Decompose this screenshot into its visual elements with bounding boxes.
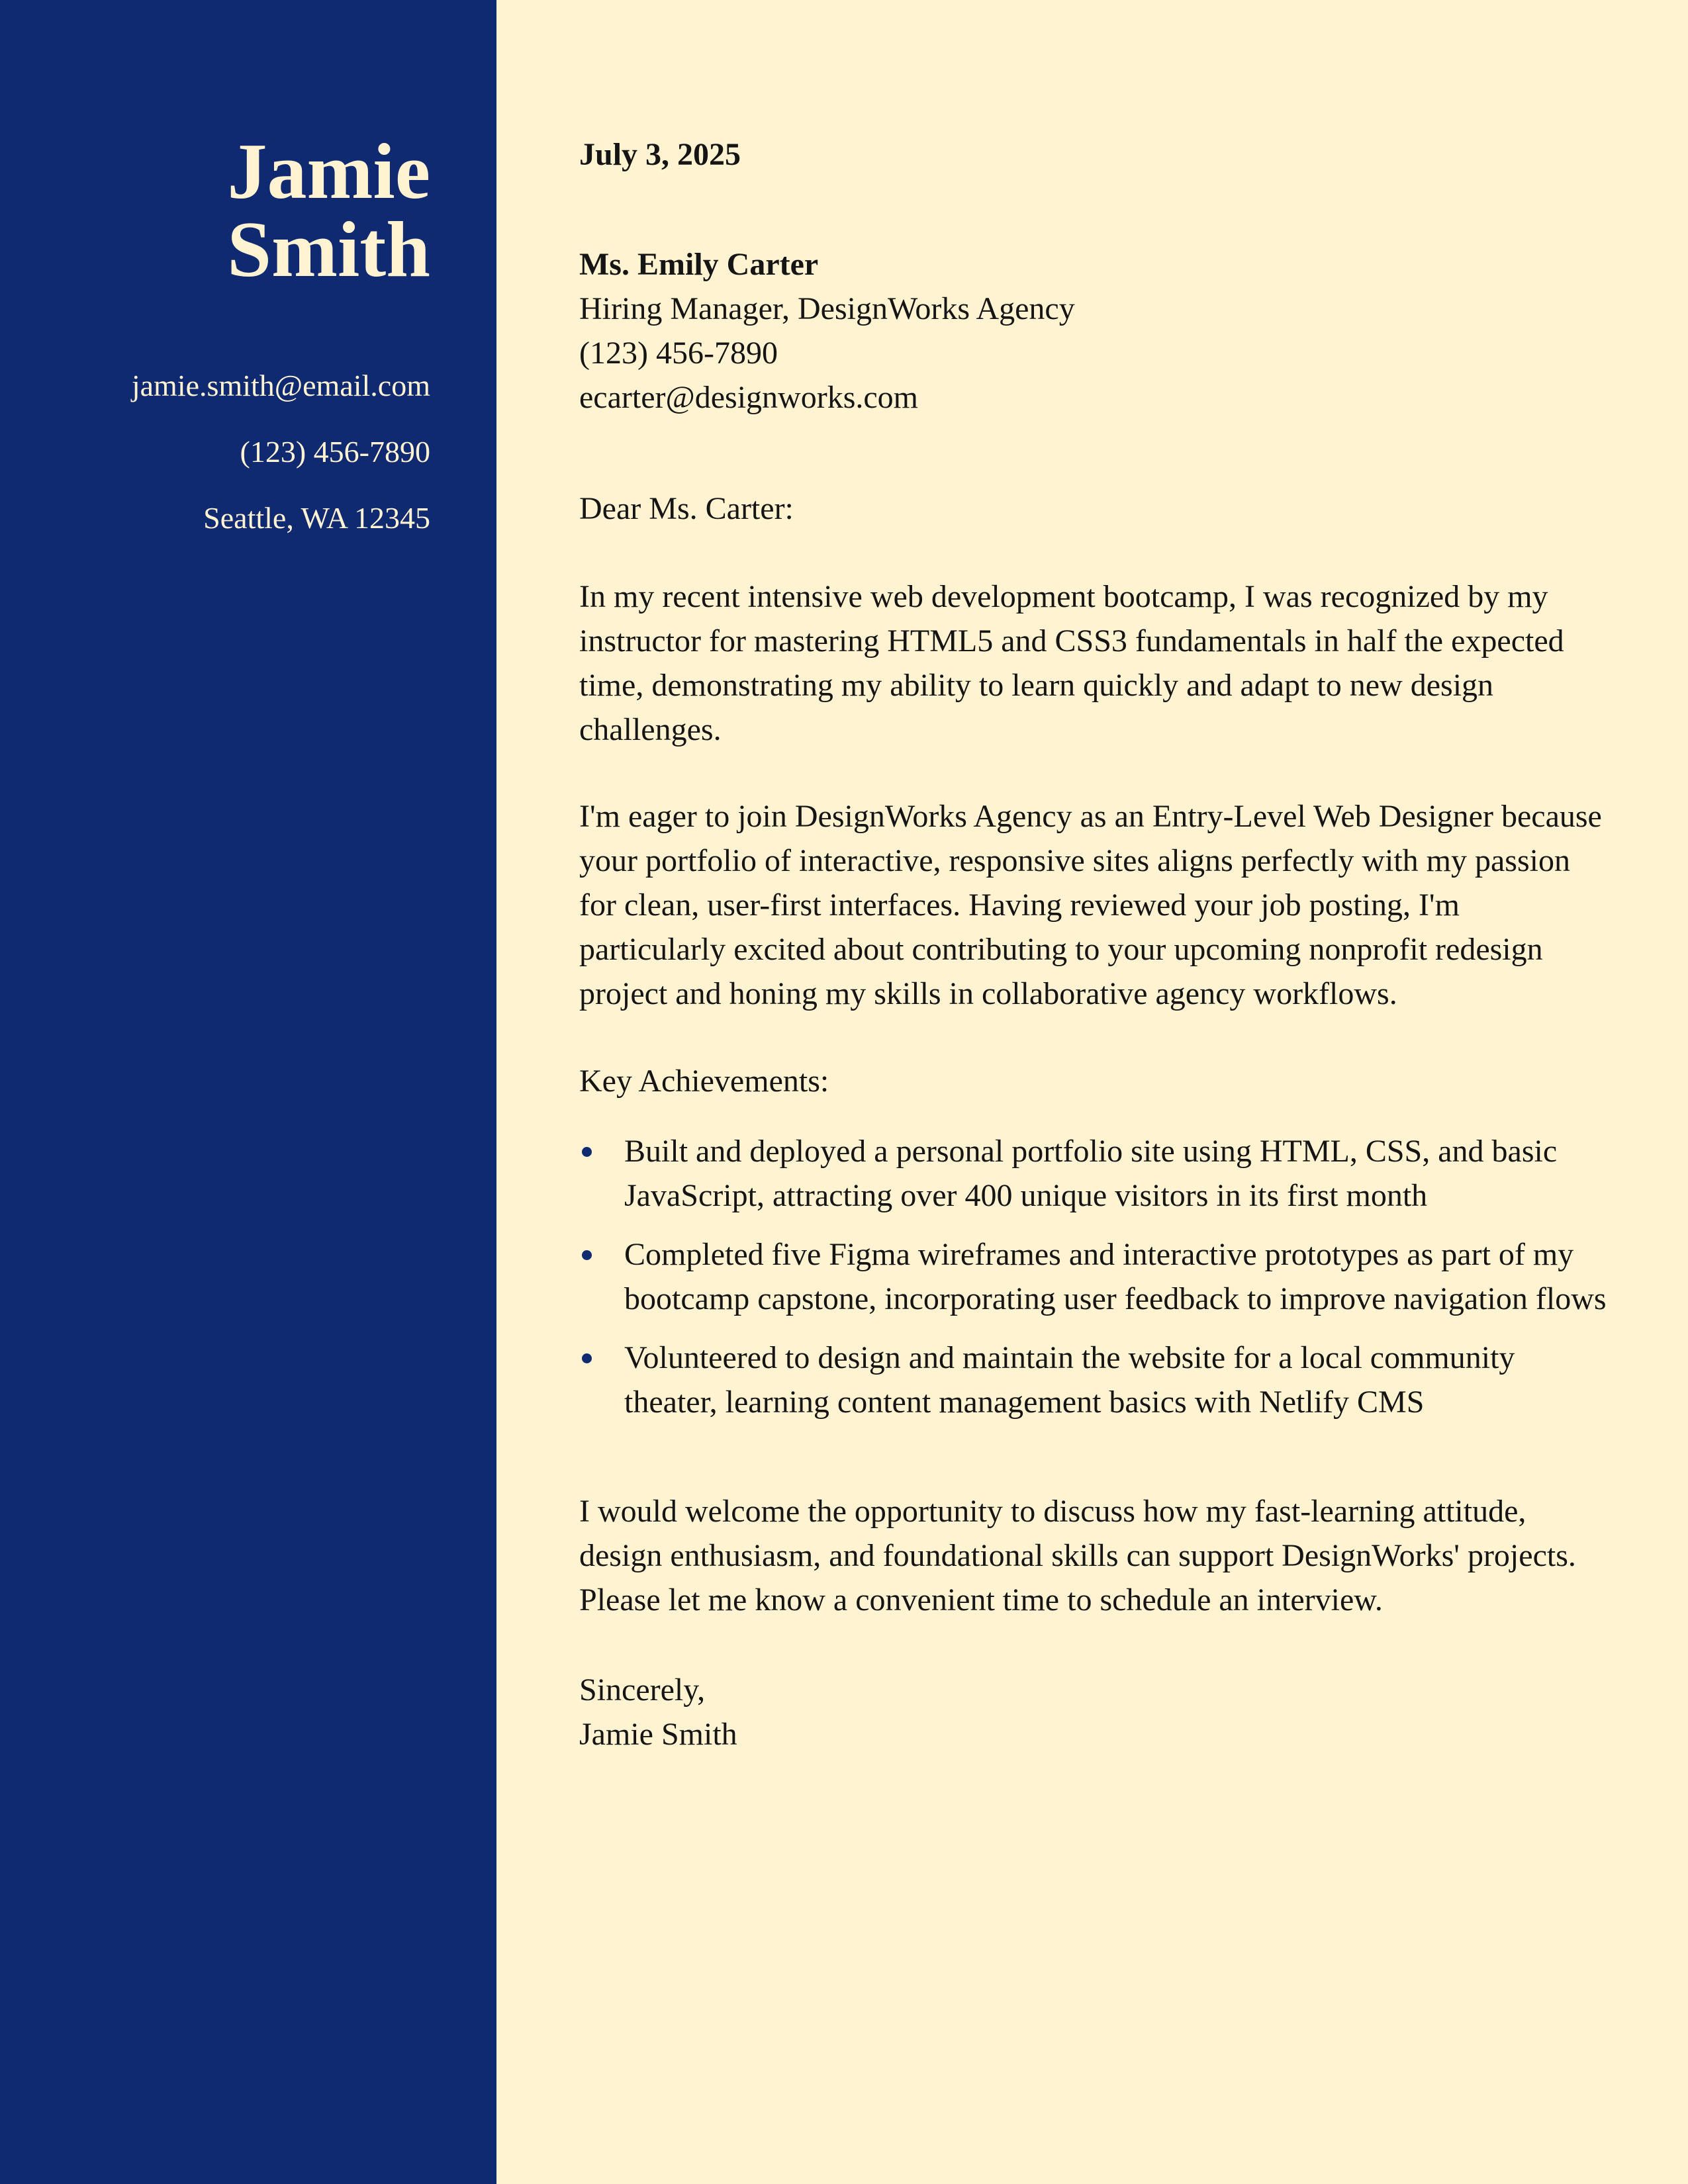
recipient-block xyxy=(579,242,1075,420)
recipient-title: Hiring Manager, DesignWorks Agency xyxy=(579,291,1075,326)
signature-block xyxy=(579,1668,737,1756)
recipient-name: Ms. Emily Carter xyxy=(579,247,819,282)
achievement-text: Volunteered to design and maintain the website for a local community theater, learning content management basics with Netlify CMS xyxy=(624,1340,1515,1420)
recipient-phone: (123) 456-7890 xyxy=(579,336,778,371)
bullet-icon xyxy=(582,1147,592,1157)
achievement-text: Built and deployed a personal portfolio site using HTML, CSS, and basic JavaScript, attracting over 400 unique visitors in its first month xyxy=(624,1134,1558,1213)
sender-last-name: Smith xyxy=(227,205,430,293)
salutation: Dear Ms. Carter: xyxy=(579,491,794,526)
achievement-text: Completed five Figma wireframes and interactive prototypes as part of my bootcamp capstone, incorporating user feedback to improve navigation flows xyxy=(624,1237,1607,1316)
letter-date: July 3, 2025 xyxy=(579,137,741,172)
sender-email: jamie.smith@email.com xyxy=(131,369,430,402)
sender-location: Seattle, WA 12345 xyxy=(203,501,430,535)
sender-first-name: Jamie xyxy=(227,127,430,215)
motivation-paragraph: I'm eager to join DesignWorks Agency as an Entry-Level Web Designer because your portfolio of interactive, responsive sites aligns perfectly with my passion for clean, user-first interfaces. Having reviewed your job posting, I'm particularly excited about contributing to your upcoming nonprofit redesign project and honing my skills in collaborative agency workflows. xyxy=(579,799,1602,1011)
bullet-icon xyxy=(582,1250,592,1260)
achievements-list xyxy=(579,1129,1612,1439)
signature: Jamie Smith xyxy=(579,1717,737,1752)
sender-name xyxy=(33,127,430,293)
achievements-heading: Key Achievements: xyxy=(579,1064,829,1099)
sidebar xyxy=(0,0,496,2184)
intro-paragraph: In my recent intensive web development bootcamp, I was recognized by my instructor for mastering HTML5 and CSS3 fundamentals in half the expected time, demonstrating my ability to learn quickly and adapt to new design challenges. xyxy=(579,579,1564,747)
sender-phone: (123) 456-7890 xyxy=(240,435,430,469)
recipient-email: ecarter@designworks.com xyxy=(579,380,919,415)
sign-off: Sincerely, xyxy=(579,1672,706,1707)
list-item xyxy=(579,1129,1612,1218)
closing-paragraph: I would welcome the opportunity to discuss how my fast-learning attitude, design enthusiasm, and foundational skills can support DesignWorks' projects. Please let me know a convenient time to schedule an interview. xyxy=(579,1494,1576,1617)
list-item xyxy=(579,1336,1612,1424)
list-item xyxy=(579,1232,1612,1321)
bullet-icon xyxy=(582,1353,592,1363)
